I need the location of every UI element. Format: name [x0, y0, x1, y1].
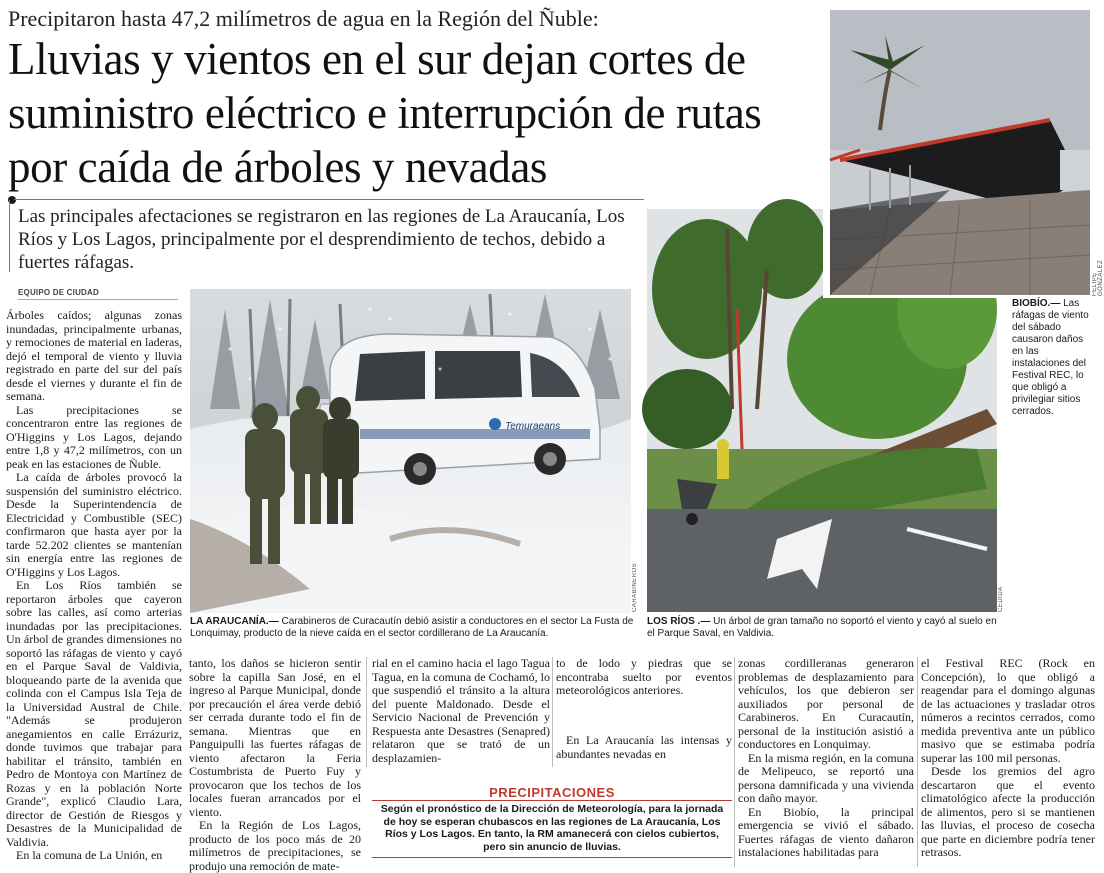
body-column-6	[921, 657, 1095, 867]
caption-label: BIOBÍO.—	[1012, 298, 1061, 309]
body-column-2	[189, 656, 361, 873]
caption-text: Las ráfagas de viento del sábado causaron daños en las instalaciones del Festival REC, lo que obligó a privilegiar sitios cerrados.	[1012, 298, 1089, 417]
lead-rule	[14, 199, 644, 200]
paragraph: En Biobío, la principal emergencia se vivió el sábado. Fuertes ráfagas de viento dañaron instalaciones habilitadas para	[738, 804, 914, 859]
paragraph: Desde los gremios del agro descartaron que el evento climatológico afecte la producción de alimentos, pero si se mantienen las lluvias, el proceso de cosecha que parte en diciembre podría tener retrasos.	[921, 764, 1095, 859]
paragraph: rial en el camino hacia el lago Tagua Tagua, en la comuna de Cochamó, lo que suspendió el tránsito a la altura del puente Maldonado. Desde el Servicio Nacional de Prevención y Respuesta ante Desastres (Senapred) relataron que se trató de un desplazamien-	[372, 656, 550, 765]
paragraph: zonas cordilleranas generaron problemas de desplazamiento para vehículos, los que debieron ser auxiliados por personal de Carabineros. En Curacautín, personal de la institución asistió a conductores en Lonquimay.	[738, 656, 914, 751]
body-column-4b	[556, 734, 732, 768]
body-column-4	[556, 657, 732, 697]
caption-text: Un árbol de gran tamaño no soportó el viento y cayó al suelo en el Parque Saval, en Valdivia.	[647, 616, 997, 639]
body-column-5	[738, 657, 914, 867]
box-text: Según el pronóstico de la Dirección de Meteorología, para la jornada de hoy se esperan chubascos en las regiones de La Araucanía, Los Ríos y Los Lagos. En tanto, la RM amanecerá con cielos cubiertos, pero sin anuncio de lluvias.	[380, 803, 724, 853]
box-rule	[372, 800, 732, 801]
snow-road-van-illustration	[190, 289, 631, 613]
caption-araucania	[190, 616, 635, 640]
column-rule	[734, 657, 735, 867]
headline: Lluvias y vientos en el sur dejan cortes de suministro eléctrico e interrupción de rutas por caída de árboles y nevadas	[8, 34, 762, 192]
van	[320, 334, 600, 485]
paragraph: En la Región de Los Lagos, producto de los poco más de 20 milímetros de precipitaciones, se produjo una remoción de mate-	[189, 818, 361, 873]
column-rule	[552, 657, 553, 767]
paragraph: La caída de árboles provocó la suspensión del suministro eléctrico. Desde la Superintendencia de Electricidad y Combustible (SEC) confirmaron que hasta ayer por la tarde 52.202 clientes se mantenían sin energía entre las regiones de O'Higgins y Los Lagos.	[6, 470, 182, 579]
box-bottom-rule	[372, 857, 732, 858]
byline: EQUIPO DE CIUDAD	[18, 288, 99, 297]
photo-araucania	[190, 289, 631, 613]
photo-credit-losrios: CEDIDA	[998, 586, 1004, 612]
paragraph: Árboles caídos; algunas zonas inundadas, principalmente urbanas, y remociones de material en laderas, dejó el temporal de viento y lluvia registrado en parte del sur del país desde el viernes y durante el fin de semana.	[6, 308, 182, 403]
kicker: Precipitaron hasta 47,2 milímetros de agua en la Región del Ñuble:	[8, 6, 599, 31]
body-column-3	[372, 657, 550, 767]
body-column-1	[6, 309, 182, 867]
photo-credit-biobio: FELIPE GONZÁLEZ	[1092, 259, 1104, 296]
column-rule	[917, 657, 918, 867]
column-rule	[366, 657, 367, 767]
paragraph: el Festival REC (Rock en Concepción), lo que obligó a reagendar para el domingo algunas de las actuaciones y trasladar otros números a recintos cerrados, como medida preventiva ante un público masivo que se estimaba podría superar las 100 mil personas.	[921, 656, 1095, 765]
byline-rule	[18, 299, 178, 300]
caption-label: LA ARAUCANÍA.—	[190, 616, 279, 627]
paragraph: En La Araucanía las intensas y abundantes nevadas en	[556, 733, 732, 761]
caption-text: Carabineros de Curacautín debió asistir a conductores en el sector La Fusta de Lonquimay, producto de la nieve caída en el sector cordillerano de La Araucanía.	[190, 616, 634, 639]
paragraph: En Los Ríos también se reportaron árboles que cayeron sobre las calles, así como arterias inundadas por las precipitaciones. Un árbol de grandes dimensiones no soportó las ráfagas de viento y cayó en el Parque Saval de Valdivia, bloqueando parte de la avenida que colinda con el Campus Isla Teja de la Universidad Austral de Chile. "Además se produjeron anegamientos en calle Errázuriz, donde tuvimos que trabajar para habilitar el tránsito, también en Pedro de Montoya con Martínez de Rozas y en la población Norte Grande", explicó Claudio Lara, director de Gestión de Riesgos y Desastres de la Municipalidad de Valdivia.	[6, 578, 182, 849]
caption-losrios	[647, 616, 999, 640]
box-title: PRECIPITACIONES	[489, 785, 615, 800]
caption-label: LOS RÍOS .—	[647, 616, 711, 627]
paragraph: En la misma región, en la comuna de Melipeuco, se reportó una persona damnificada y una vivienda con daño mayor.	[738, 750, 914, 805]
photo-credit-araucania: CARABINEROS	[632, 562, 638, 612]
paragraph: tanto, los daños se hicieron sentir sobre la capilla San José, en el ingreso al Parque Municipal, donde por precaución el área verde debió ser cerrada durante todo el fin de semana. Mientras que en Panguipulli las fuertes ráfagas de viento afectaron la Feria Costumbrista de Puerto Fuy y provocaron que los techos de los locales fueran arrancados por el viento.	[189, 656, 361, 819]
van-logo-text: Temuraeans	[505, 421, 561, 432]
lead-paragraph: Las principales afectaciones se registraron en las regiones de La Araucanía, Los Ríos y Los Lagos, principalmente por el desprendimiento de techos, debido a fuertes ráfagas.	[18, 206, 625, 273]
festival-damage-illustration	[830, 10, 1090, 295]
caption-biobio	[1012, 298, 1096, 418]
paragraph: En la comuna de La Unión, en	[16, 848, 163, 862]
lead-rule-vertical	[9, 200, 10, 272]
paragraph: to de lodo y piedras que se encontraba suelto por eventos meteorológicos anteriores.	[556, 656, 732, 697]
paragraph: Las precipitaciones se concentraron entre las regiones de O'Higgins y Los Lagos, dejando entre 1,8 y 47,2 milímetros, con un peak en las estaciones de Ñuble.	[6, 402, 182, 471]
photo-biobio	[830, 10, 1090, 295]
